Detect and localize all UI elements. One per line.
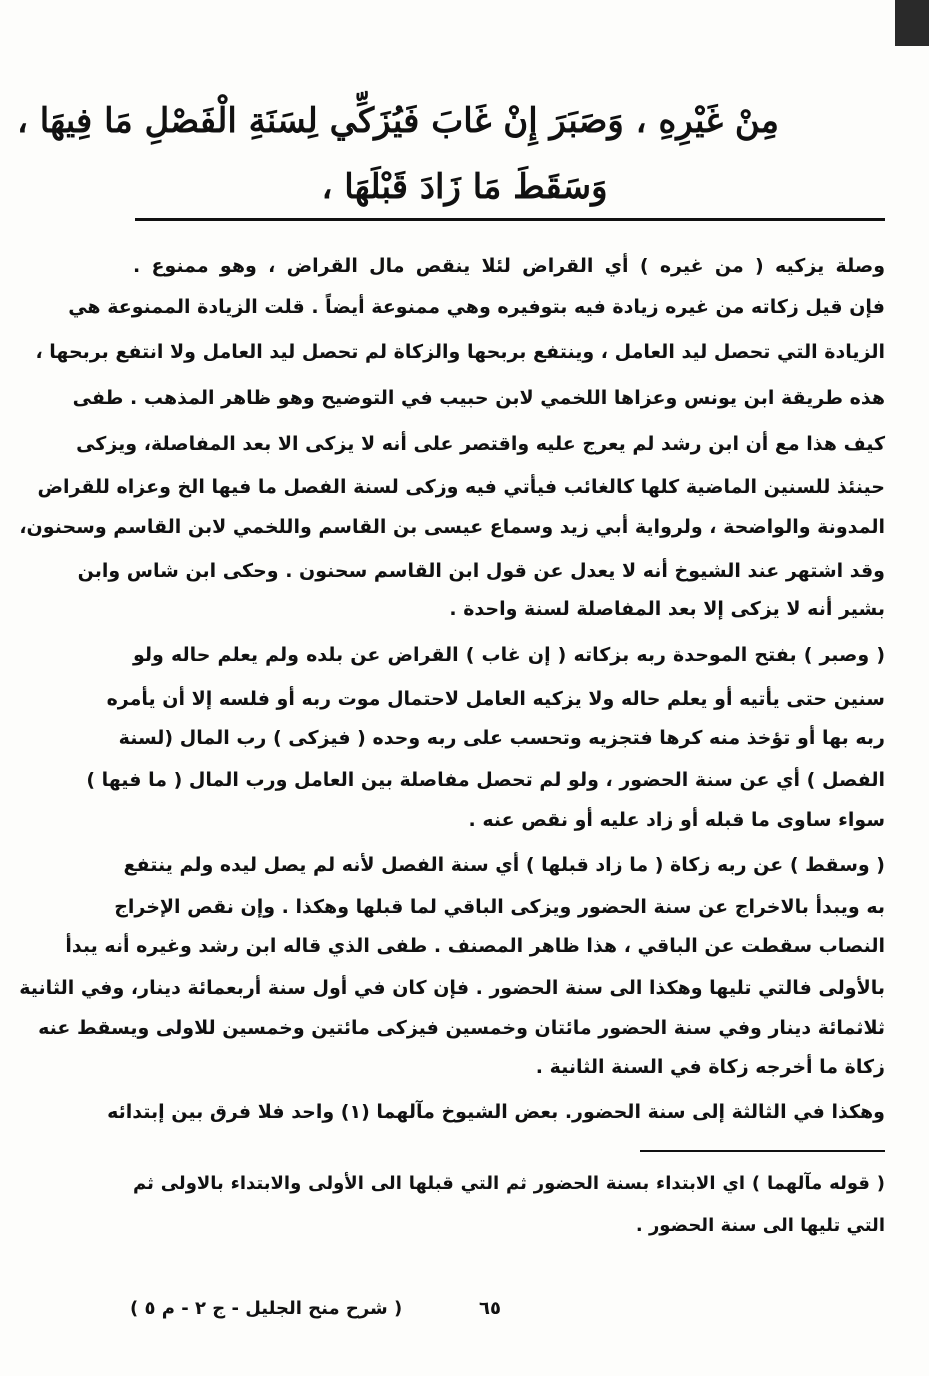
scan-edge-shadow — [895, 0, 929, 46]
commentary-line-19: ثلاثمائة دينار وفي سنة الحضور مائتان وخمسين فيزكى مائتين وخمسين للاولى ويسقط عنه — [38, 1017, 885, 1039]
commentary-line-3: الزيادة التي تحصل ليد العامل ، وينتفع بربحها والزكاة لم تحصل ليد العامل ولا انتفع بربحها ، — [35, 341, 885, 363]
matn-line-2: وَسَقَطَ مَا زَادَ قَبْلَهَا ، — [321, 167, 608, 207]
matn-separator-rule — [135, 218, 885, 221]
commentary-line-11: سنين حتى يأتيه أو يعلم حاله ولا يزكيه العامل لاحتمال موت ربه أو فلسه إلا أن يأمره — [106, 688, 885, 710]
printer-signature: ( شرح منح الجليل - ج ٢ - م ٥ ) — [130, 1298, 403, 1319]
footnote-line-1: ( قوله مآلهما ) اي الابتداء بسنة الحضور ثم التي قبلها الى الأولى والابتداء بالاولى ثم — [133, 1173, 885, 1194]
commentary-line-14: سواء ساوى ما قبله أو زاد عليه أو نقص عنه . — [468, 809, 885, 831]
matn-line-1: مِنْ غَيْرِهِ ، وَصَبَرَ إِنْ غَابَ فَيُزَكِّي لِسَنَةِ الْفَصْلِ مَا فِيهَا ، — [16, 101, 779, 141]
commentary-line-5: كيف هذا مع أن ابن رشد لم يعرج عليه واقتصر على أنه لا يزكى الا بعد المفاصلة، ويزكى — [76, 433, 885, 455]
commentary-line-12: ربه بها أو تؤخذ منه كرها فتجزيه وتحسب على ربه وحده ( فيزكى ) رب المال (لسنة — [118, 727, 885, 749]
commentary-line-15: ( وسقط ) عن ربه زكاة ( ما زاد قبلها ) أي سنة الفصل لأنه لم يصل ليده ولم ينتفع — [123, 854, 885, 876]
commentary-line-8: وقد اشتهر عند الشيوخ أنه لا يعدل عن قول ابن القاسم سحنون . وحكى ابن شاس وابن — [77, 560, 885, 582]
commentary-line-17: النصاب سقطت عن الباقي ، هذا ظاهر المصنف . طفى الذي قاله ابن رشد وغيره أنه يبدأ — [65, 935, 885, 957]
footnote-line-2: التي تليها الى سنة الحضور . — [635, 1215, 885, 1236]
commentary-line-13: الفصل ) أي عن سنة الحضور ، ولو لم تحصل مفاصلة بين العامل ورب المال ( ما فيها ) — [86, 769, 885, 791]
commentary-line-21: وهكذا في الثالثة إلى سنة الحضور. بعض الشيوخ مآلهما (١) واحد فلا فرق بين إبتدائه — [107, 1101, 885, 1123]
commentary-line-2: فإن قيل زكاته من غيره زيادة فيه بتوفيره وهي ممنوعة أيضاً . قلت الزيادة الممنوعة هي — [68, 296, 885, 318]
commentary-line-20: زكاة ما أخرجه زكاة في السنة الثانية . — [535, 1056, 885, 1078]
commentary-line-9: بشير أنه لا يزكى إلا بعد المفاصلة لسنة واحدة . — [449, 598, 885, 620]
commentary-line-18: بالأولى فالتي تليها وهكذا الى سنة الحضور . فإن كان في أول سنة أربعمائة دينار، وفي الثانية — [19, 977, 885, 999]
footnote-separator-rule — [640, 1150, 885, 1152]
commentary-line-6: حينئذ للسنين الماضية كلها كالغائب فيأتي فيه وزكى لسنة الفصل ما فيها الخ وعزاه للقراض — [37, 476, 885, 498]
commentary-line-16: به ويبدأ بالاخراج عن سنة الحضور ويزكى الباقي لما قبلها وهكذا . وإن نقص الإخراج — [114, 896, 885, 918]
commentary-line-4: هذه طريقة ابن يونس وعزاها اللخمي لابن حبيب في التوضيح وهو ظاهر المذهب . طفى — [72, 387, 885, 409]
commentary-line-10: ( وصبر ) بفتح الموحدة ربه بزكاته ( إن غاب ) القراض عن بلده ولم يعلم حاله ولو — [133, 644, 885, 666]
commentary-line-7: المدونة والواضحة ، ولرواية أبي زيد وسماع عيسى بن القاسم واللخمي لابن القاسم وسحنون، — [19, 516, 885, 538]
page-number: ٦٥ — [479, 1298, 501, 1319]
commentary-line-1: وصلة يزكيه ( من غيره ) أي القراض لئلا ينقص مال القراض ، وهو ممنوع . — [133, 255, 885, 277]
